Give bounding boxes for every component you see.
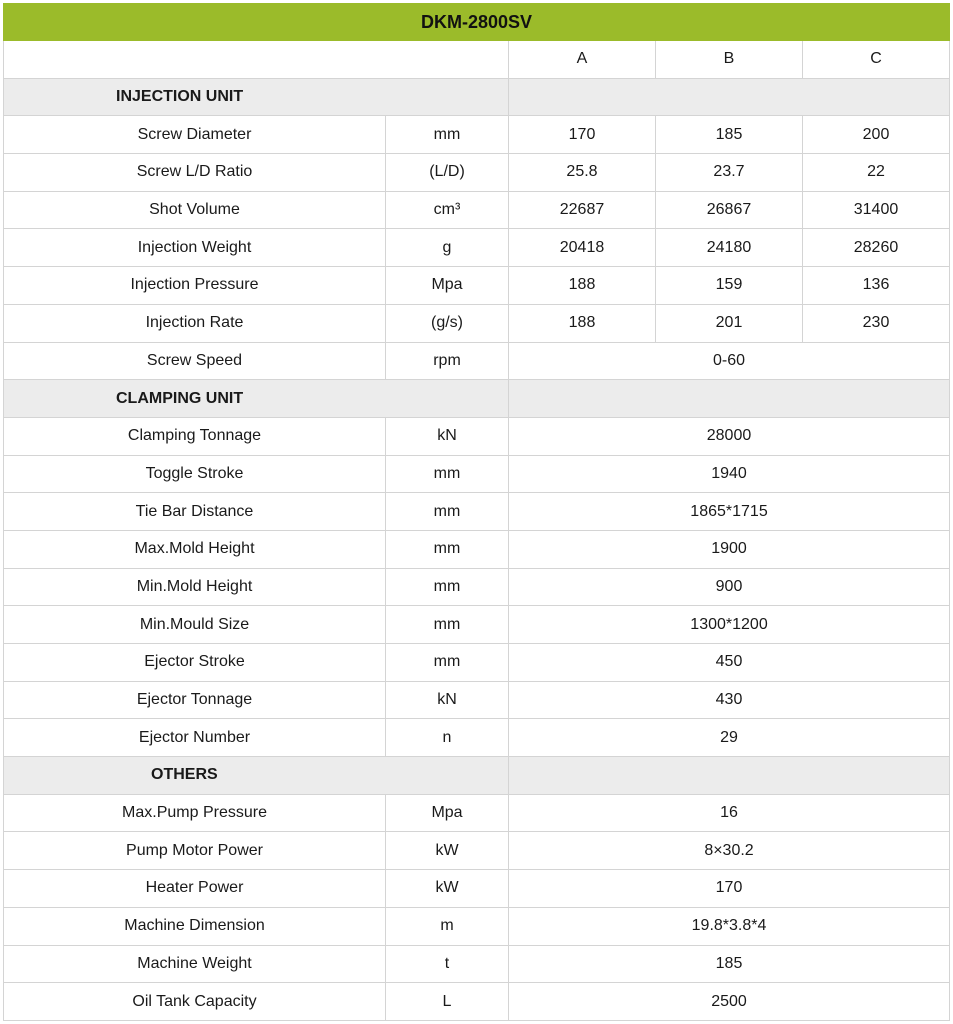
table-row bbox=[4, 342, 950, 380]
param-name: Ejector Number bbox=[4, 719, 386, 757]
param-value-a: 20418 bbox=[509, 229, 656, 267]
table-row bbox=[4, 116, 950, 154]
section-label: OTHERS bbox=[4, 757, 509, 795]
param-value-b: 23.7 bbox=[656, 154, 803, 192]
param-value-shared: 1300*1200 bbox=[509, 606, 950, 644]
param-unit: kN bbox=[386, 417, 509, 455]
param-value-shared: 19.8*3.8*4 bbox=[509, 907, 950, 945]
table-row bbox=[4, 154, 950, 192]
column-header-a: A bbox=[509, 41, 656, 79]
param-name: Max.Pump Pressure bbox=[4, 794, 386, 832]
param-value-shared: 185 bbox=[509, 945, 950, 983]
param-name: Min.Mold Height bbox=[4, 568, 386, 606]
table-row bbox=[4, 644, 950, 682]
param-value-shared: 8×30.2 bbox=[509, 832, 950, 870]
table-row bbox=[4, 719, 950, 757]
param-unit: kW bbox=[386, 832, 509, 870]
param-value-c: 230 bbox=[803, 304, 950, 342]
param-value-shared: 16 bbox=[509, 794, 950, 832]
param-name: Machine Dimension bbox=[4, 907, 386, 945]
param-value-shared: 29 bbox=[509, 719, 950, 757]
param-value-a: 22687 bbox=[509, 191, 656, 229]
param-unit: cm³ bbox=[386, 191, 509, 229]
param-value-shared: 2500 bbox=[509, 983, 950, 1021]
param-unit: kW bbox=[386, 870, 509, 908]
column-header-row bbox=[4, 41, 950, 79]
table-row bbox=[4, 983, 950, 1021]
param-value-a: 25.8 bbox=[509, 154, 656, 192]
param-name: Injection Rate bbox=[4, 304, 386, 342]
section-header-row bbox=[4, 757, 950, 795]
param-value-b: 24180 bbox=[656, 229, 803, 267]
param-unit: (L/D) bbox=[386, 154, 509, 192]
param-unit: mm bbox=[386, 530, 509, 568]
table-row bbox=[4, 191, 950, 229]
param-name: Injection Weight bbox=[4, 229, 386, 267]
table-row bbox=[4, 493, 950, 531]
param-unit: mm bbox=[386, 606, 509, 644]
param-value-shared: 1940 bbox=[509, 455, 950, 493]
param-name: Screw L/D Ratio bbox=[4, 154, 386, 192]
param-value-a: 170 bbox=[509, 116, 656, 154]
param-unit: Mpa bbox=[386, 267, 509, 305]
spec-table bbox=[3, 3, 950, 1021]
table-row bbox=[4, 907, 950, 945]
section-filler bbox=[509, 757, 950, 795]
param-value-c: 22 bbox=[803, 154, 950, 192]
param-value-a: 188 bbox=[509, 304, 656, 342]
param-unit: rpm bbox=[386, 342, 509, 380]
param-name: Injection Pressure bbox=[4, 267, 386, 305]
param-name: Machine Weight bbox=[4, 945, 386, 983]
param-name: Screw Diameter bbox=[4, 116, 386, 154]
param-name: Clamping Tonnage bbox=[4, 417, 386, 455]
table-row bbox=[4, 945, 950, 983]
table-row bbox=[4, 417, 950, 455]
param-unit: (g/s) bbox=[386, 304, 509, 342]
table-row bbox=[4, 530, 950, 568]
param-value-shared: 28000 bbox=[509, 417, 950, 455]
param-unit: mm bbox=[386, 568, 509, 606]
param-value-shared: 900 bbox=[509, 568, 950, 606]
table-row bbox=[4, 568, 950, 606]
param-value-shared: 430 bbox=[509, 681, 950, 719]
param-unit: m bbox=[386, 907, 509, 945]
param-name: Shot Volume bbox=[4, 191, 386, 229]
column-header-b: B bbox=[656, 41, 803, 79]
param-name: Heater Power bbox=[4, 870, 386, 908]
param-value-b: 185 bbox=[656, 116, 803, 154]
param-value-b: 26867 bbox=[656, 191, 803, 229]
param-value-c: 136 bbox=[803, 267, 950, 305]
param-name: Toggle Stroke bbox=[4, 455, 386, 493]
section-filler bbox=[509, 380, 950, 418]
param-unit: mm bbox=[386, 493, 509, 531]
param-value-b: 159 bbox=[656, 267, 803, 305]
param-unit: L bbox=[386, 983, 509, 1021]
section-header-row bbox=[4, 380, 950, 418]
param-unit: mm bbox=[386, 116, 509, 154]
param-value-shared: 170 bbox=[509, 870, 950, 908]
param-value-shared: 1900 bbox=[509, 530, 950, 568]
param-name: Min.Mould Size bbox=[4, 606, 386, 644]
column-header-c: C bbox=[803, 41, 950, 79]
param-value-shared: 1865*1715 bbox=[509, 493, 950, 531]
column-header-blank bbox=[4, 41, 509, 79]
param-name: Oil Tank Capacity bbox=[4, 983, 386, 1021]
param-value-shared: 450 bbox=[509, 644, 950, 682]
table-row bbox=[4, 870, 950, 908]
param-name: Max.Mold Height bbox=[4, 530, 386, 568]
table-row bbox=[4, 455, 950, 493]
table-row bbox=[4, 267, 950, 305]
param-value-shared: 0-60 bbox=[509, 342, 950, 380]
section-label: CLAMPING UNIT bbox=[4, 380, 509, 418]
param-unit: n bbox=[386, 719, 509, 757]
param-name: Screw Speed bbox=[4, 342, 386, 380]
table-row bbox=[4, 794, 950, 832]
title-row bbox=[4, 4, 950, 41]
param-value-c: 200 bbox=[803, 116, 950, 154]
param-value-c: 28260 bbox=[803, 229, 950, 267]
param-unit: mm bbox=[386, 644, 509, 682]
param-unit: g bbox=[386, 229, 509, 267]
table-row bbox=[4, 681, 950, 719]
table-title: DKM-2800SV bbox=[4, 4, 950, 41]
param-unit: Mpa bbox=[386, 794, 509, 832]
param-value-c: 31400 bbox=[803, 191, 950, 229]
param-name: Tie Bar Distance bbox=[4, 493, 386, 531]
table-row bbox=[4, 832, 950, 870]
table-row bbox=[4, 229, 950, 267]
table-row bbox=[4, 304, 950, 342]
section-header-row bbox=[4, 78, 950, 116]
table-row bbox=[4, 606, 950, 644]
param-name: Ejector Tonnage bbox=[4, 681, 386, 719]
param-unit: mm bbox=[386, 455, 509, 493]
section-label: INJECTION UNIT bbox=[4, 78, 509, 116]
param-name: Pump Motor Power bbox=[4, 832, 386, 870]
param-name: Ejector Stroke bbox=[4, 644, 386, 682]
section-filler bbox=[509, 78, 950, 116]
param-unit: t bbox=[386, 945, 509, 983]
param-value-a: 188 bbox=[509, 267, 656, 305]
param-unit: kN bbox=[386, 681, 509, 719]
param-value-b: 201 bbox=[656, 304, 803, 342]
